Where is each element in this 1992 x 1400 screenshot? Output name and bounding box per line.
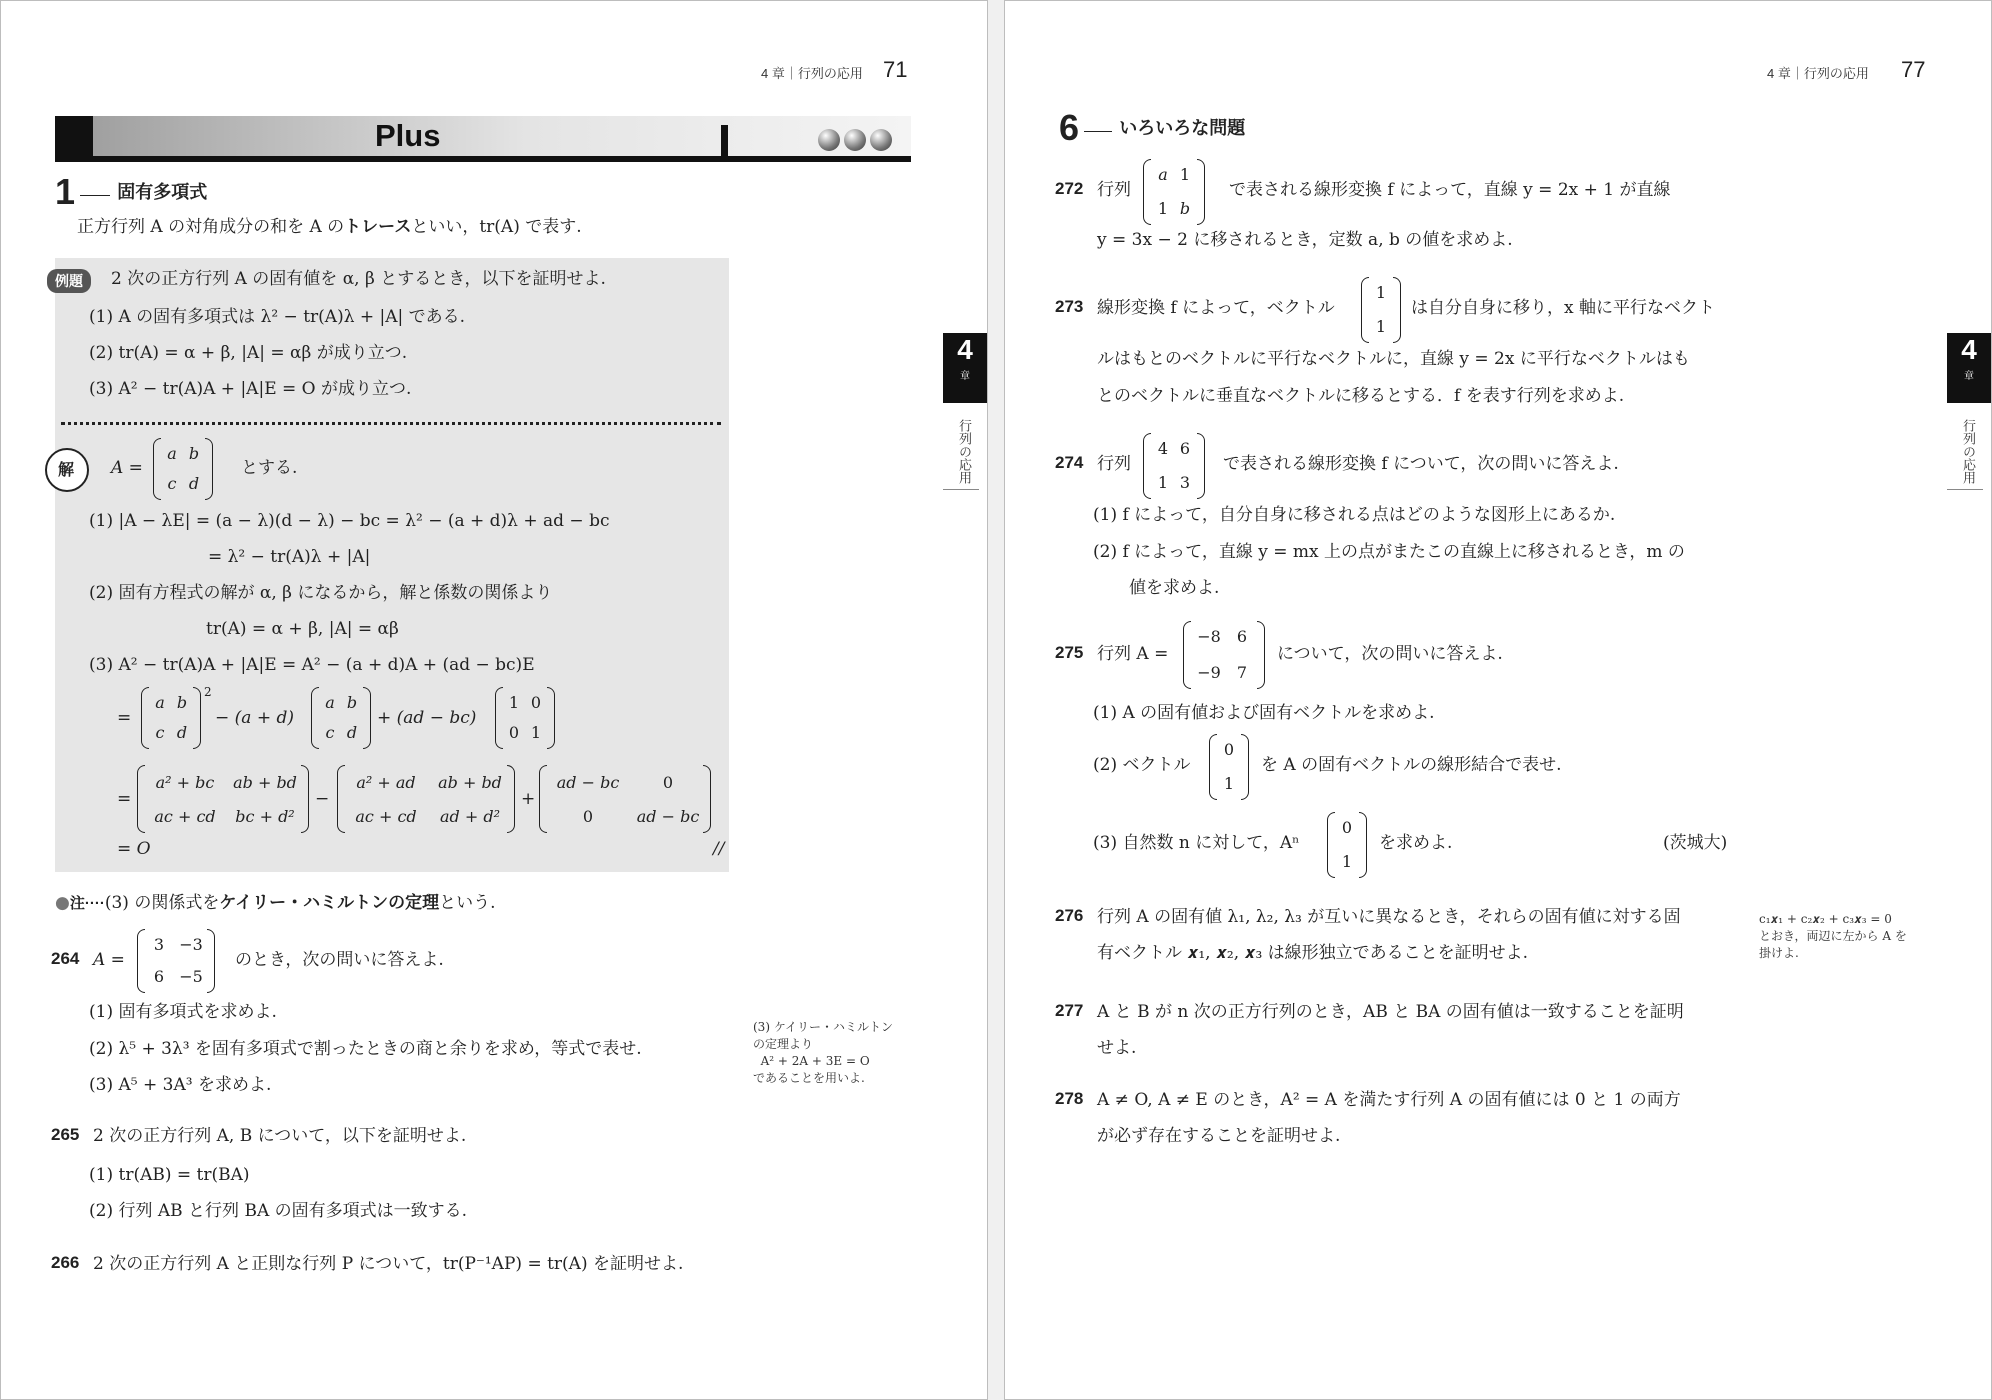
problem-number: 264 bbox=[51, 949, 80, 968]
exponent: 2 bbox=[204, 685, 212, 699]
problem-item: 値を求めよ. bbox=[1129, 578, 1220, 598]
section-title: いろいろな問題 bbox=[1119, 118, 1246, 138]
minus-term: − (a + d) bbox=[215, 708, 294, 728]
matrix: a b c d bbox=[141, 687, 201, 749]
chapter-tab-label: 行列の応用 bbox=[957, 419, 972, 484]
problem-pre: 行列 bbox=[1097, 454, 1131, 474]
problem-number: 276 bbox=[1055, 906, 1084, 925]
section-heading bbox=[55, 171, 207, 213]
matrix: a b c d bbox=[153, 438, 213, 500]
sphere-icon bbox=[844, 129, 866, 151]
problem-number: 273 bbox=[1055, 297, 1084, 316]
problem-item: (1) 固有多項式を求めよ. bbox=[89, 1002, 277, 1022]
problem-number: 265 bbox=[51, 1125, 80, 1144]
problem-item: を A の固有ベクトルの線形結合で表せ. bbox=[1261, 755, 1562, 775]
intro-paragraph: 正方行列 A の対角成分の和を A のトレースといい，tr(A) で表す. bbox=[77, 217, 582, 237]
problem-text: 有ベクトル 𝒙₁, 𝒙₂, 𝒙₃ は線形独立であることを証明せよ. bbox=[1097, 943, 1529, 963]
vector: 0 1 bbox=[1327, 812, 1367, 878]
matrix: a 1 1 b bbox=[1143, 159, 1205, 225]
note: ●注····(3) の関係式をケイリー・ハミルトンの定理という. bbox=[55, 893, 496, 913]
problem-number: 277 bbox=[1055, 1001, 1084, 1020]
problem-text: で表される線形変換 f について，次の問いに答えよ. bbox=[1223, 454, 1619, 474]
problem-number: 278 bbox=[1055, 1089, 1084, 1108]
chapter-tab-label: 行列の応用 bbox=[1961, 419, 1976, 484]
running-header: 4 章｜行列の応用 bbox=[1767, 66, 1869, 81]
solution-line: tr(A) = α + β, |A| = αβ bbox=[206, 619, 399, 639]
problem-text: 2 次の正方行列 A と正則な行列 P について，tr(P⁻¹AP) = tr(A) を証明せよ. bbox=[93, 1254, 684, 1274]
problem-item: (2) ベクトル bbox=[1093, 755, 1191, 775]
problem-pre: 行列 A = bbox=[1097, 644, 1169, 664]
solution-intro-lhs: A = bbox=[111, 458, 143, 478]
banner-title: Plus bbox=[375, 118, 441, 153]
solution-line: (1) |A − λE| = (a − λ)(d − λ) − bc = λ² − (a + d)λ + ad − bc bbox=[89, 511, 610, 531]
matrix: −8 6 −9 7 bbox=[1183, 621, 1265, 689]
qed-mark: // bbox=[713, 839, 725, 859]
problem-number: 272 bbox=[1055, 179, 1084, 198]
problem-text: について，次の問いに答えよ. bbox=[1277, 644, 1503, 664]
matrix: a² + ad ab + bd ac + cd ad + d² bbox=[337, 765, 515, 833]
example-badge: 例題 bbox=[47, 269, 91, 293]
problem-item: (2) 行列 AB と行列 BA の固有多項式は一致する. bbox=[89, 1201, 468, 1221]
example-item: (3) A² − tr(A)A + |A|E = O が成り立つ. bbox=[89, 379, 412, 399]
problem-item: (2) f によって，直線 y = mx 上の点がまたこの直線上に移されるとき，m の bbox=[1093, 542, 1685, 562]
matrix: 1 0 0 1 bbox=[495, 687, 555, 749]
solution-intro-rhs: とする. bbox=[241, 458, 298, 478]
example-item: (2) tr(A) = α + β, |A| = αβ が成り立つ. bbox=[89, 343, 408, 363]
minus-sign: − bbox=[315, 789, 330, 809]
problem-item: (1) tr(AB) = tr(BA) bbox=[89, 1165, 250, 1185]
intro-term: トレース bbox=[344, 217, 412, 236]
chapter-tab: 4 章 bbox=[1947, 333, 1991, 403]
problem-text: 行列 A の固有値 λ₁, λ₂, λ₃ が互いに異なるとき，それらの固有値に対する固 bbox=[1097, 907, 1681, 927]
problem-text: ルはもとのベクトルに平行なベクトルに，直線 y = 2x に平行なベクトルはも bbox=[1097, 349, 1690, 369]
problem-item: (1) f によって，自分自身に移される点はどのような図形上にあるか. bbox=[1093, 505, 1616, 525]
problem-text: せよ. bbox=[1097, 1038, 1137, 1058]
example-item: (1) A の固有多項式は λ² − tr(A)λ + |A| である. bbox=[89, 307, 466, 327]
side-hint: c₁𝒙₁ + c₂𝒙₂ + c₃𝒙₃ = 0 とおき，両辺に左から A を 掛けよ. bbox=[1759, 912, 1907, 960]
problem-text: とのベクトルに垂直なベクトルに移るとする．f を表す行列を求めよ. bbox=[1097, 386, 1625, 406]
vector: 0 1 bbox=[1209, 734, 1249, 800]
right-page bbox=[1004, 0, 1992, 1400]
left-page bbox=[0, 0, 988, 1400]
problem-item: (3) 自然数 n に対して，Aⁿ bbox=[1093, 833, 1300, 853]
section-number: 1 bbox=[55, 171, 76, 212]
final-result: = O bbox=[117, 839, 151, 859]
problem-text: で表される線形変換 f によって，直線 y = 2x + 1 が直線 bbox=[1229, 180, 1671, 200]
chapter-tab: 4 章 bbox=[943, 333, 987, 403]
sphere-icon bbox=[870, 129, 892, 151]
section-title: 固有多項式 bbox=[117, 182, 208, 202]
problem-item: (3) A⁵ + 3A³ を求めよ. bbox=[89, 1075, 272, 1095]
problem-pre: 線形変換 f によって，ベクトル bbox=[1097, 298, 1335, 318]
vector: 1 1 bbox=[1361, 277, 1401, 343]
problem-number: 275 bbox=[1055, 643, 1084, 662]
problem-item: を求めよ. bbox=[1379, 833, 1453, 853]
problem-number: 266 bbox=[51, 1253, 80, 1272]
sphere-icon bbox=[818, 129, 840, 151]
problem-pre: 行列 bbox=[1097, 180, 1131, 200]
problem-text: A ≠ O, A ≠ E のとき，A² = A を満たす行列 A の固有値には 0 と 1 の両方 bbox=[1097, 1090, 1681, 1110]
eq-sign: = bbox=[117, 789, 132, 809]
problem-item: (1) A の固有値および固有ベクトルを求めよ. bbox=[1093, 703, 1435, 723]
note-term: ケイリー・ハミルトンの定理 bbox=[219, 893, 440, 912]
problem-text: が必ず存在することを証明せよ. bbox=[1097, 1126, 1341, 1146]
solution-line: (2) 固有方程式の解が α, β になるから，解と係数の関係より bbox=[89, 583, 553, 603]
plus-term: + (ad − bc) bbox=[377, 708, 477, 728]
problem-number: 274 bbox=[1055, 453, 1084, 472]
problem-text: A と B が n 次の正方行列のとき，AB と BA の固有値は一致することを証明 bbox=[1097, 1002, 1684, 1022]
problem-text: 2 次の正方行列 A, B について，以下を証明せよ. bbox=[93, 1126, 467, 1146]
matrix: 4 6 1 3 bbox=[1143, 433, 1205, 499]
tab-divider bbox=[943, 489, 979, 490]
page-number: 77 bbox=[1901, 57, 1926, 82]
running-header: 4 章｜行列の応用 bbox=[761, 66, 863, 81]
page-number: 71 bbox=[883, 57, 908, 82]
plus-banner bbox=[55, 116, 911, 161]
tab-divider bbox=[1947, 489, 1983, 490]
matrix: ad − bc 0 0 ad − bc bbox=[539, 765, 711, 833]
section-heading bbox=[1059, 107, 1245, 149]
problem-text: は自分自身に移り，x 軸に平行なベクト bbox=[1411, 298, 1715, 318]
section-number: 6 bbox=[1059, 107, 1080, 148]
solution-line: (3) A² − tr(A)A + |A|E = A² − (a + d)A + (ad − bc)E bbox=[89, 655, 535, 675]
solution-line: = λ² − tr(A)λ + |A| bbox=[208, 547, 371, 567]
matrix: 3 −3 6 −5 bbox=[137, 929, 215, 993]
dotted-divider bbox=[61, 422, 721, 425]
problem-text: のとき，次の問いに答えよ. bbox=[235, 950, 444, 970]
eq-sign: = bbox=[117, 708, 132, 728]
side-hint: (3) ケイリー・ハミルトン の定理より A² + 2A + 3E = O であることを用いよ. bbox=[753, 1020, 893, 1085]
matrix: a b c d bbox=[311, 687, 371, 749]
problem-item: (2) λ⁵ + 3λ³ を固有多項式で割ったときの商と余りを求め，等式で表せ. bbox=[89, 1039, 642, 1059]
example-statement: 2 次の正方行列 A の固有値を α, β とするとき，以下を証明せよ. bbox=[111, 269, 606, 289]
plus-sign: + bbox=[521, 789, 536, 809]
matrix: a² + bc ab + bd ac + cd bc + d² bbox=[137, 765, 309, 833]
problem-lhs: A = bbox=[93, 950, 125, 970]
solution-badge-label: 解 bbox=[58, 462, 75, 479]
problem-text: y = 3x − 2 に移されるとき，定数 a, b の値を求めよ. bbox=[1097, 230, 1513, 250]
source-label: (茨城大) bbox=[1663, 833, 1728, 853]
